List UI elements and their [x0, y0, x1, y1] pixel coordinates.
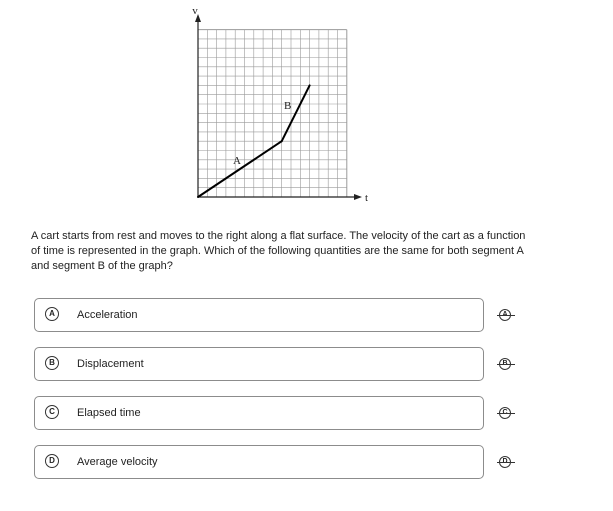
answer-option-d[interactable]: [34, 445, 484, 479]
strike-line: [497, 462, 515, 463]
velocity-time-graph: [180, 0, 380, 212]
option-text-b: Displacement: [77, 358, 144, 370]
y-axis-label: v: [192, 5, 198, 17]
option-text-a: Acceleration: [77, 309, 138, 321]
graph-axes: [192, 5, 368, 204]
option-letter-a: A: [45, 307, 59, 321]
option-letter-b: B: [45, 356, 59, 370]
graph-grid: [198, 30, 347, 197]
strikethrough-b-button[interactable]: [498, 357, 514, 373]
strike-line: [497, 315, 515, 316]
answer-option-b[interactable]: [34, 347, 484, 381]
strikethrough-c-button[interactable]: [498, 406, 514, 422]
question-text: A cart starts from rest and moves to the right along a flat surface. The velocity of the cart as a function of time is represented in the graph. Which of the following quantities are the same for both segment A and segment B of the graph?: [31, 230, 526, 272]
strike-line: [497, 413, 515, 414]
x-axis-label: t: [365, 192, 369, 204]
segment-a-label: A: [233, 155, 241, 167]
strike-line: [497, 364, 515, 365]
segment-b-label: B: [284, 100, 292, 112]
strikethrough-d-button[interactable]: [498, 455, 514, 471]
answer-option-a[interactable]: [34, 298, 484, 332]
x-axis-arrow: [354, 194, 362, 200]
graph-annotations: [233, 100, 291, 167]
graph-svg: [180, 0, 380, 212]
answer-option-c[interactable]: [34, 396, 484, 430]
option-letter-d: D: [45, 454, 59, 468]
option-text-d: Average velocity: [77, 456, 158, 468]
option-text-c: Elapsed time: [77, 407, 141, 419]
option-letter-c: C: [45, 405, 59, 419]
strikethrough-a-button[interactable]: [498, 308, 514, 324]
